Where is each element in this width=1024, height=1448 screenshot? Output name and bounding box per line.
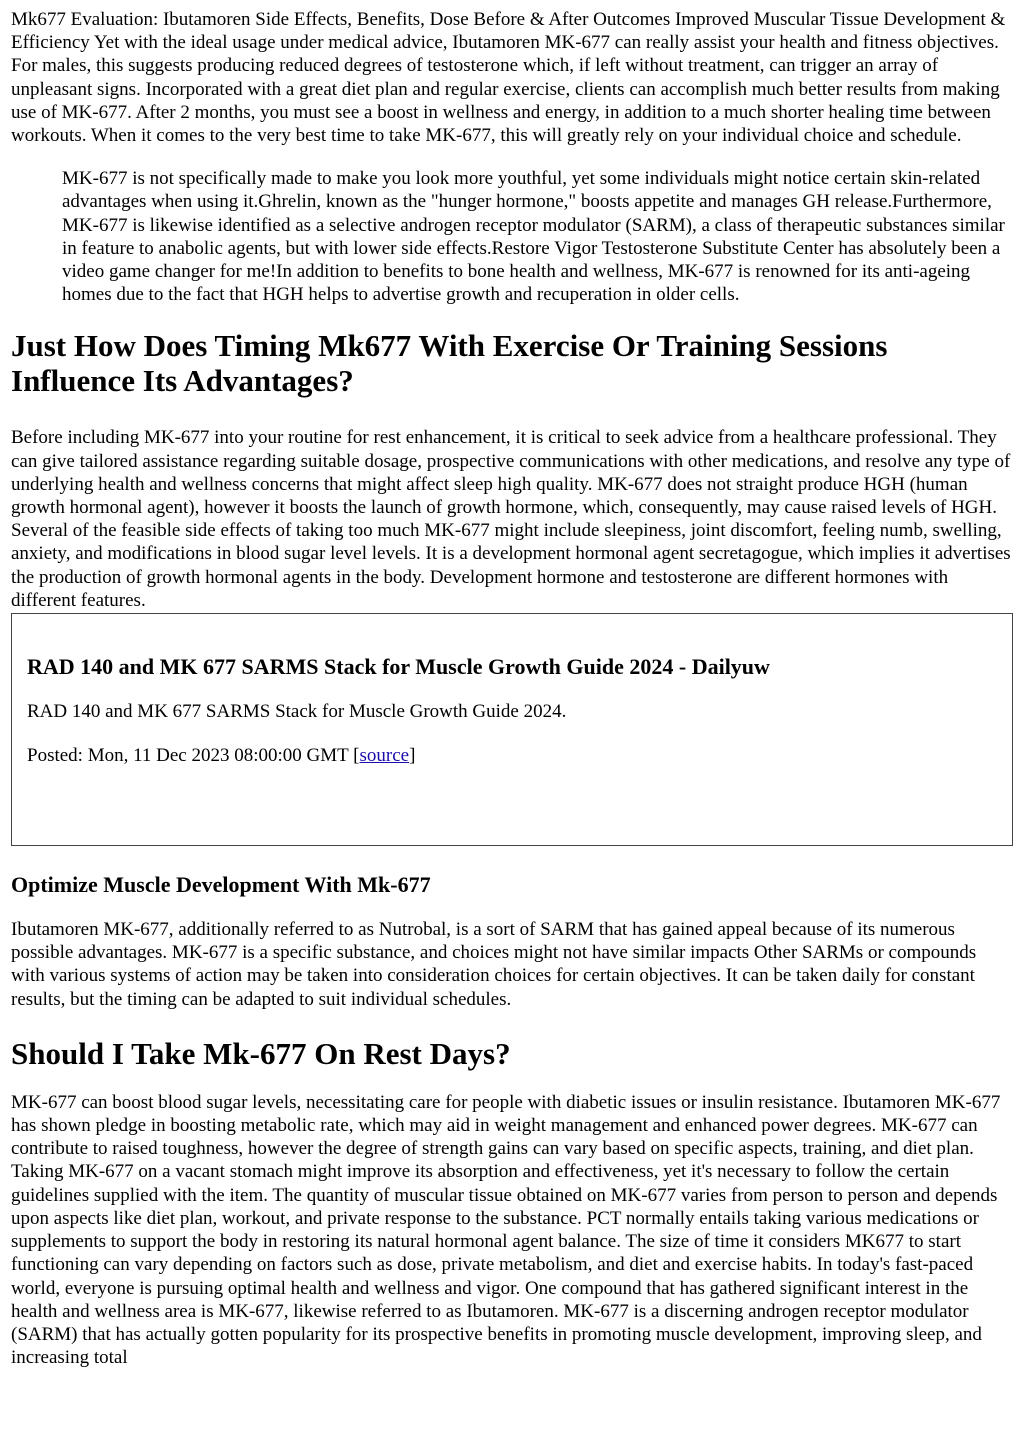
news-posted <box>27 744 997 767</box>
section-paragraph-rest-days: MK-677 can boost blood sugar levels, necessitating care for people with diabetic issues or insulin resistance. Ibutamoren MK-677 has shown pledge in boosting metabolic rate, which may aid in weight management and enhanced power degrees. MK-677 can contribute to raised toughness, however the degree of strength gains can vary based on specific aspects, training, and diet plan. Taking MK-677 on a vacant stomach might improve its absorption and effectiveness, yet it's necessary to follow the certain guidelines supplied with the item. The quantity of muscular tissue obtained on MK-677 varies from person to person and depends upon aspects like diet plan, workout, and private response to the substance. PCT normally entails taking various medications or supplements to support the body in restoring its natural hormonal agent balance. The size of time it considers MK677 to start functioning can vary depending on factors such as dose, private metabolism, and diet and exercise habits. In today's fast-paced world, everyone is pursuing optimal health and wellness and vigor. One compound that has gathered significant interest in the health and wellness area is MK-677, likewise referred to as Ibutamoren. MK-677 is a discerning androgen receptor modulator (SARM) that has actually gotten popularity for its prospective benefits in promoting muscle development, improving sleep, and increasing total <box>11 1091 1001 1369</box>
news-title: RAD 140 and MK 677 SARMS Stack for Muscle Growth Guide 2024 - Dailyuw <box>27 654 770 680</box>
intro-paragraph: Mk677 Evaluation: Ibutamoren Side Effects, Benefits, Dose Before & After Outcomes Improved Muscular Tissue Development & Efficiency Yet with the ideal usage under medical advice, Ibutamoren MK-677 can really assist your health and fitness objectives. For males, this suggests producing reduced degrees of testosterone which, if left without treatment, can trigger an array of unpleasant signs. Incorporated with a great diet plan and regular exercise, clients can accomplish much better results from making use of MK-677. After 2 months, you must see a boost in wellness and energy, in addition to a much shorter healing time between workouts. When it comes to the very best time to take MK-677, this will greatly rely on your individual choice and schedule. <box>11 9 1006 147</box>
news-posted-suffix: ] <box>409 745 416 767</box>
section-paragraph-timing: Before including MK-677 into your routine for rest enhancement, it is critical to seek advice from a healthcare professional. They can give tailored assistance regarding suitable dosage, prospective communications with other medications, and resolve any type of underlying health and wellness concerns that might affect sleep high quality. MK-677 does not straight produce HGH (human growth hormonal agent), however it boosts the launch of growth hormone, which, consequently, may cause raised levels of HGH. Several of the feasible side effects of taking too much MK-677 might include sleepiness, joint discomfort, feeling numb, swelling, anxiety, and modifications in blood sugar level levels. It is a development hormonal agent secretagogue, which implies it advertises the production of growth hormonal agents in the body. Development hormone and testosterone are different hormones with different features. <box>11 427 1011 611</box>
section-heading-timing: Just How Does Timing Mk677 With Exercise Or Training Sessions Influence Its Advantages? <box>11 328 888 399</box>
news-posted-date: Posted: Mon, 11 Dec 2023 08:00:00 GMT [ <box>27 745 360 767</box>
section-paragraph-optimize: Ibutamoren MK-677, additionally referred to as Nutrobal, is a sort of SARM that has gained appeal because of its numerous possible advantages. MK-677 is a specific substance, and choices might not have similar impacts Other SARMs or compounds with various systems of action may be taken into consideration choices for certain objectives. It can be taken daily for constant results, but the timing can be adapted to suit individual schedules. <box>11 919 977 1010</box>
blockquote <box>62 167 1013 306</box>
news-box <box>11 613 1013 846</box>
source-link[interactable]: source <box>359 745 410 767</box>
blockquote-paragraph: MK-677 is not specifically made to make you look more youthful, yet some individuals might notice certain skin-related advantages when using it.Ghrelin, known as the "hunger hormone," boosts appetite and manages GH release.Furthermore, MK-677 is likewise identified as a selective androgen receptor modulator (SARM), a class of therapeutic substances similar in feature to anabolic agents, but with lower side effects.Restore Vigor Testosterone Substitute Center has absolutely been a video game changer for me!In addition to benefits to bone health and wellness, MK-677 is renowned for its anti-ageing homes due to the fact that HGH helps to advertise growth and recuperation in older cells. <box>62 168 1005 306</box>
news-summary: RAD 140 and MK 677 SARMS Stack for Muscle Growth Guide 2024. <box>27 701 567 723</box>
section-subheading-optimize: Optimize Muscle Development With Mk-677 <box>11 872 431 898</box>
section-heading-rest-days: Should I Take Mk-677 On Rest Days? <box>11 1035 511 1071</box>
